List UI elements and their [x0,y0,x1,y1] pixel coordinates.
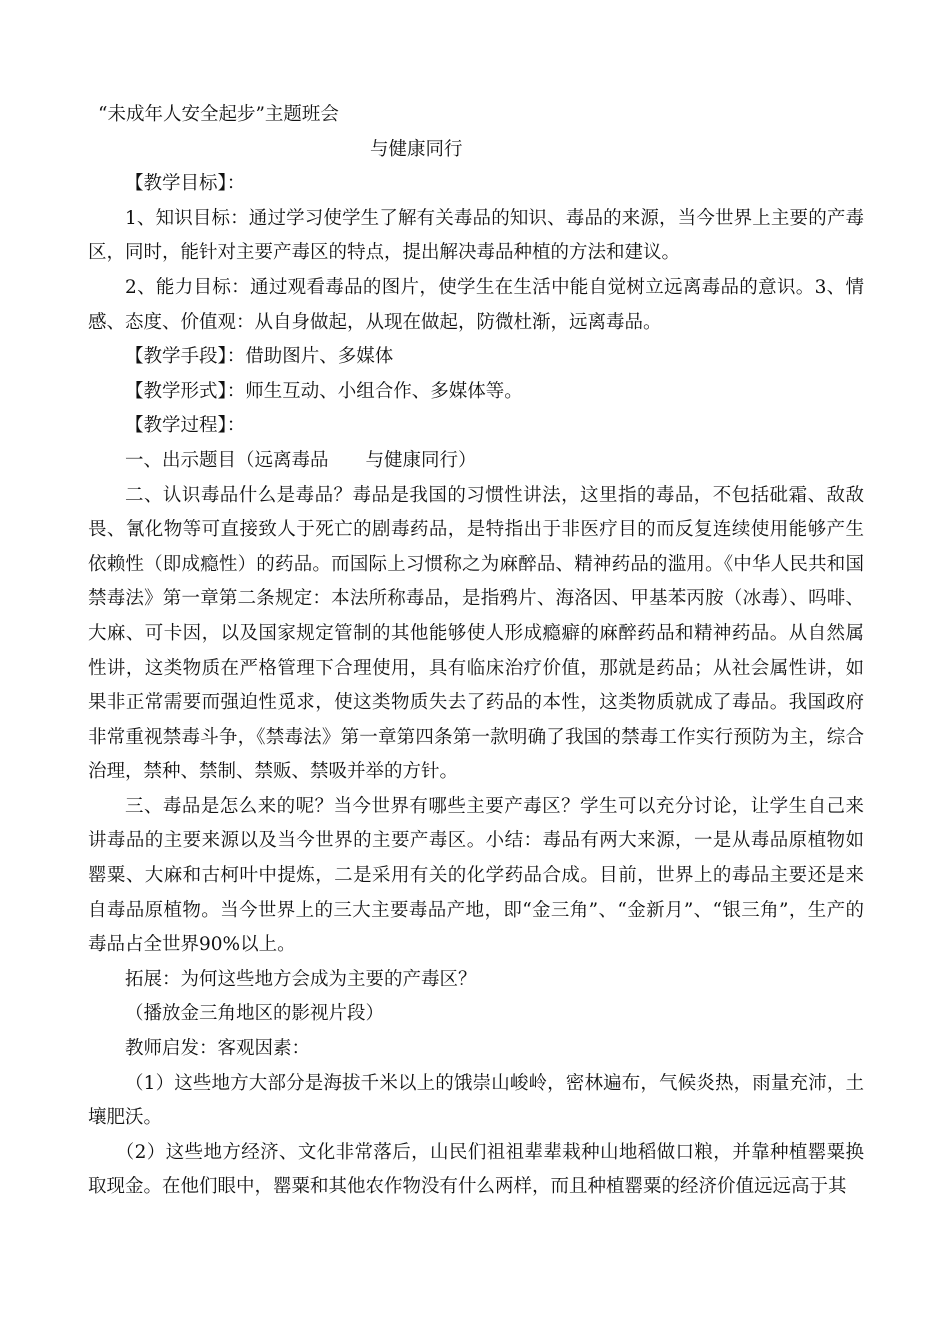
section-teaching-form: 【教学形式】：师生互动、小组合作、多媒体等。 [125,380,523,402]
video-note: （播放金三角地区的影视片段） [125,1003,385,1025]
section-heading-process: 【教学过程】： [125,415,246,437]
process-step-2: 二、认识毒品什么是毒品？毒品是我国的习惯性讲法，这里指的毒品，不包括砒霜、敌敌畏、氰化物等可直接致人于死亡的剧毒药品，是特指出于非医疗目的而反复连续使用能够产生依赖性（即成瘾性）的药品。而国际上习惯称之为麻醉品、精神药品的滥用。《中华人民共和国禁毒法》第一章第二条规定：本法所称毒品，是指鸦片、海洛因、甲基苯丙胺（冰毒）、吗啡、大麻、可卡因，以及国家规定管制的其他能够使人形成瘾癖的麻醉药品和精神药品。从自然属性讲，这类物质在严格管理下合理使用，具有临床治疗价值，那就是药品；从社会属性讲，如果非正常需要而强迫性觅求，使这类物质失去了药品的本性，这类物质就成了毒品。我国政府非常重视禁毒斗争，《禁毒法》第一章第四条第一款明确了我国的禁毒工作实行预防为主，综合治理，禁种、禁制、禁贩、禁吸并举的方针。 [88,484,864,783]
objective-ability-and-values: 2、能力目标：通过观看毒品的图片，使学生在生活中能自觉树立远离毒品的意识。3、情感、态度、价值观：从自身做起，从现在做起，防微杜渐，远离毒品。 [88,276,864,333]
extension-question: 拓展：为何这些地方会成为主要的产毒区？ [125,968,477,990]
document-subtitle: 与健康同行 [370,138,463,160]
reason-2: （2）这些地方经济、文化非常落后，山民们祖祖辈辈栽种山地稻做口粮，并靠种植罂粟换取现金。在他们眼中，罂粟和其他农作物没有什么两样，而且种植罂粟的经济价值远远高于其 [88,1141,864,1198]
section-teaching-means: 【教学手段】：借助图片、多媒体 [125,346,394,368]
section-heading-objectives: 【教学目标】： [125,173,246,195]
teacher-prompt: 教师启发：客观因素： [125,1038,311,1060]
objective-knowledge: 1、知识目标：通过学习使学生了解有关毒品的知识、毒品的来源，当今世界上主要的产毒区，同时，能针对主要产毒区的特点，提出解决毒品种植的方法和建议。 [88,207,864,264]
document-title: “未成年人安全起步”主题班会 [98,104,339,125]
process-step-1: 一、出示题目（远离毒品 与健康同行） [125,449,477,471]
reason-1: （1）这些地方大部分是海拔千米以上的饿崇山峻岭，密林遍布，气候炎热，雨量充沛，土壤肥沃。 [88,1072,864,1129]
document-body [88,98,864,1205]
process-step-3: 三、毒品是怎么来的呢？当今世界有哪些主要产毒区？学生可以充分讨论，让学生自己来讲毒品的主要来源以及当今世界的主要产毒区。小结：毒品有两大来源，一是从毒品原植物如罂粟、大麻和古柯叶中提炼，二是采用有关的化学药品合成。目前，世界上的毒品主要还是来自毒品原植物。当今世界上的三大主要毒品产地，即“金三角”、“金新月”、“银三角”，生产的毒品占全世界90%以上。 [88,795,864,956]
